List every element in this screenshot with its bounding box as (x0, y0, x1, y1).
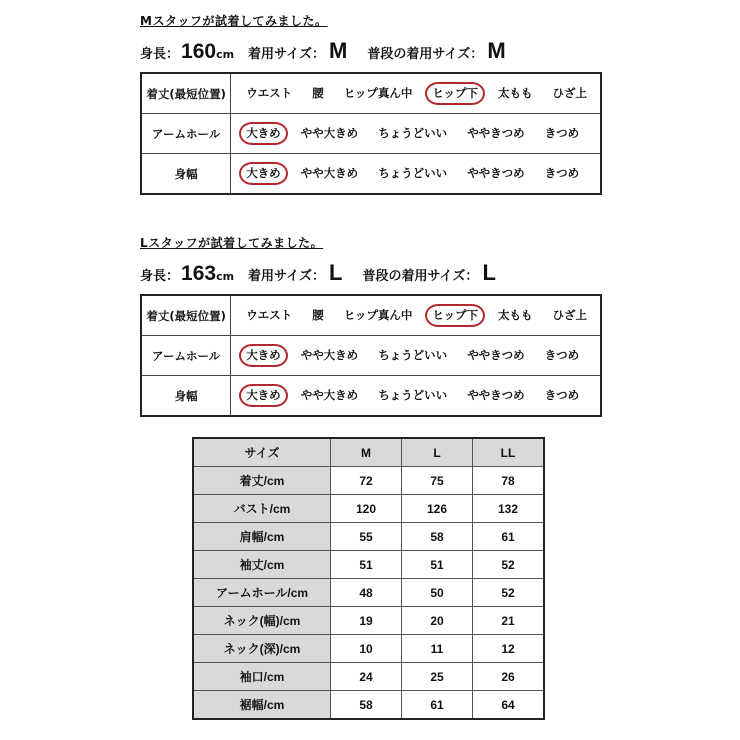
measure-value: 26 (473, 663, 545, 691)
measure-value: 51 (402, 551, 473, 579)
measure-value: 58 (331, 691, 402, 720)
fit-table-l (140, 294, 602, 417)
height-label: 身長： (140, 269, 180, 284)
fit-row-label: 身幅 (141, 376, 231, 417)
fit-option-list (239, 304, 600, 327)
measure-label: ネック(深)/cm (193, 635, 331, 663)
size-row (193, 635, 544, 663)
wear-size-value: L (329, 260, 343, 285)
size-table-header (193, 438, 544, 467)
height-unit: cm (216, 48, 235, 61)
fit-option: きつめ (544, 126, 580, 140)
wear-size-value: M (329, 38, 348, 63)
fit-option: きつめ (544, 166, 580, 180)
fit-option-selected: 大きめ (239, 122, 288, 145)
header-cell: LL (473, 438, 545, 467)
measure-label: 裾幅/cm (193, 691, 331, 720)
fit-option: ちょうどいい (378, 126, 448, 140)
fit-option-selected: 大きめ (239, 162, 288, 185)
measure-value: 78 (473, 467, 545, 495)
fit-option-selected: ヒップ下 (425, 304, 485, 327)
size-row (193, 495, 544, 523)
measure-value: 72 (331, 467, 402, 495)
fit-option: きつめ (544, 388, 580, 402)
fit-option: ウエスト (246, 86, 293, 100)
measure-value: 48 (331, 579, 402, 607)
fit-row-label: アームホール (141, 114, 231, 154)
measure-value: 24 (331, 663, 402, 691)
usual-size-value: M (487, 38, 506, 63)
measure-value: 52 (473, 551, 545, 579)
fit-option-list (239, 122, 600, 145)
section-title: Lスタッフが試着してみました。 (140, 236, 324, 250)
fit-option: ウエスト (246, 308, 293, 322)
fit-options (231, 336, 601, 376)
fit-option: きつめ (544, 348, 580, 362)
fit-option: やや大きめ (300, 348, 359, 362)
size-row (193, 523, 544, 551)
usual-size-value: L (482, 260, 496, 285)
fit-option-list (239, 344, 600, 367)
fit-option: ややきつめ (467, 348, 525, 362)
measure-value: 50 (402, 579, 473, 607)
size-table (192, 437, 545, 720)
fit-option: 太もも (498, 308, 533, 322)
fit-option: ちょうどいい (378, 388, 448, 402)
fit-option-selected: 大きめ (239, 344, 288, 367)
measure-value: 132 (473, 495, 545, 523)
staff-profile (140, 38, 600, 68)
fit-row-label: アームホール (141, 336, 231, 376)
fit-option: ヒップ真ん中 (343, 308, 413, 322)
fit-option: 腰 (312, 308, 324, 322)
measure-label: 袖口/cm (193, 663, 331, 691)
measure-label: ネック(幅)/cm (193, 607, 331, 635)
measure-value: 120 (331, 495, 402, 523)
measure-value: 51 (331, 551, 402, 579)
measure-value: 61 (473, 523, 545, 551)
measure-value: 52 (473, 579, 545, 607)
size-row (193, 551, 544, 579)
fit-row (141, 114, 601, 154)
usual-size-label: 普段の着用サイズ： (367, 47, 484, 62)
fit-option: やや大きめ (300, 126, 359, 140)
fit-row (141, 336, 601, 376)
measure-label: 肩幅/cm (193, 523, 331, 551)
header-cell: サイズ (193, 438, 331, 467)
fit-option: ややきつめ (467, 388, 525, 402)
fit-option-selected: 大きめ (239, 384, 288, 407)
fit-option: ちょうどいい (378, 166, 448, 180)
fit-row (141, 73, 601, 114)
height-value: 160 (181, 40, 217, 63)
fit-option: 腰 (312, 86, 324, 100)
size-row (193, 579, 544, 607)
header-cell: M (331, 438, 402, 467)
size-row (193, 467, 544, 495)
fit-option: ややきつめ (467, 126, 525, 140)
fit-option-list (239, 384, 600, 407)
usual-size-label: 普段の着用サイズ： (362, 269, 479, 284)
fit-options (231, 295, 601, 336)
fit-options (231, 154, 601, 195)
measure-value: 64 (473, 691, 545, 720)
measure-value: 11 (402, 635, 473, 663)
measure-value: 21 (473, 607, 545, 635)
fit-options (231, 376, 601, 417)
fit-row (141, 376, 601, 417)
header-cell: L (402, 438, 473, 467)
size-row (193, 607, 544, 635)
fit-row-label: 身幅 (141, 154, 231, 195)
wear-size-label: 着用サイズ： (248, 269, 326, 284)
measure-value: 20 (402, 607, 473, 635)
measure-value: 75 (402, 467, 473, 495)
measure-label: 着丈/cm (193, 467, 331, 495)
measure-value: 12 (473, 635, 545, 663)
staff-section-l (140, 234, 600, 417)
fit-option: ヒップ真ん中 (343, 86, 413, 100)
section-title: Mスタッフが試着してみました。 (140, 14, 328, 28)
fit-options (231, 114, 601, 154)
measure-label: アームホール/cm (193, 579, 331, 607)
fit-row (141, 154, 601, 195)
size-row (193, 663, 544, 691)
wear-size-label: 着用サイズ： (248, 47, 326, 62)
fit-option-list (239, 162, 600, 185)
measure-value: 25 (402, 663, 473, 691)
height-unit: cm (216, 270, 235, 283)
fit-row-label: 着丈(最短位置) (141, 73, 231, 114)
size-row (193, 691, 544, 720)
height-value: 163 (181, 262, 217, 285)
staff-section-m (140, 12, 600, 195)
fit-option: ちょうどいい (378, 348, 448, 362)
fit-option: やや大きめ (300, 166, 359, 180)
fit-row-label: 着丈(最短位置) (141, 295, 231, 336)
fit-option-list (239, 82, 600, 105)
fit-option: 太もも (498, 86, 533, 100)
measure-value: 58 (402, 523, 473, 551)
fit-table-m (140, 72, 602, 195)
fit-option: ひざ上 (552, 86, 587, 100)
fit-option: やや大きめ (300, 388, 359, 402)
measure-label: 袖丈/cm (193, 551, 331, 579)
measure-value: 10 (331, 635, 402, 663)
measure-value: 19 (331, 607, 402, 635)
measure-label: バスト/cm (193, 495, 331, 523)
measure-value: 126 (402, 495, 473, 523)
fit-option-selected: ヒップ下 (425, 82, 485, 105)
height-label: 身長： (140, 47, 180, 62)
fit-option: ややきつめ (467, 166, 525, 180)
staff-profile (140, 260, 600, 290)
measure-value: 55 (331, 523, 402, 551)
fit-row (141, 295, 601, 336)
size-table-body (193, 467, 544, 720)
measure-value: 61 (402, 691, 473, 720)
fit-options (231, 73, 601, 114)
fit-option: ひざ上 (552, 308, 587, 322)
